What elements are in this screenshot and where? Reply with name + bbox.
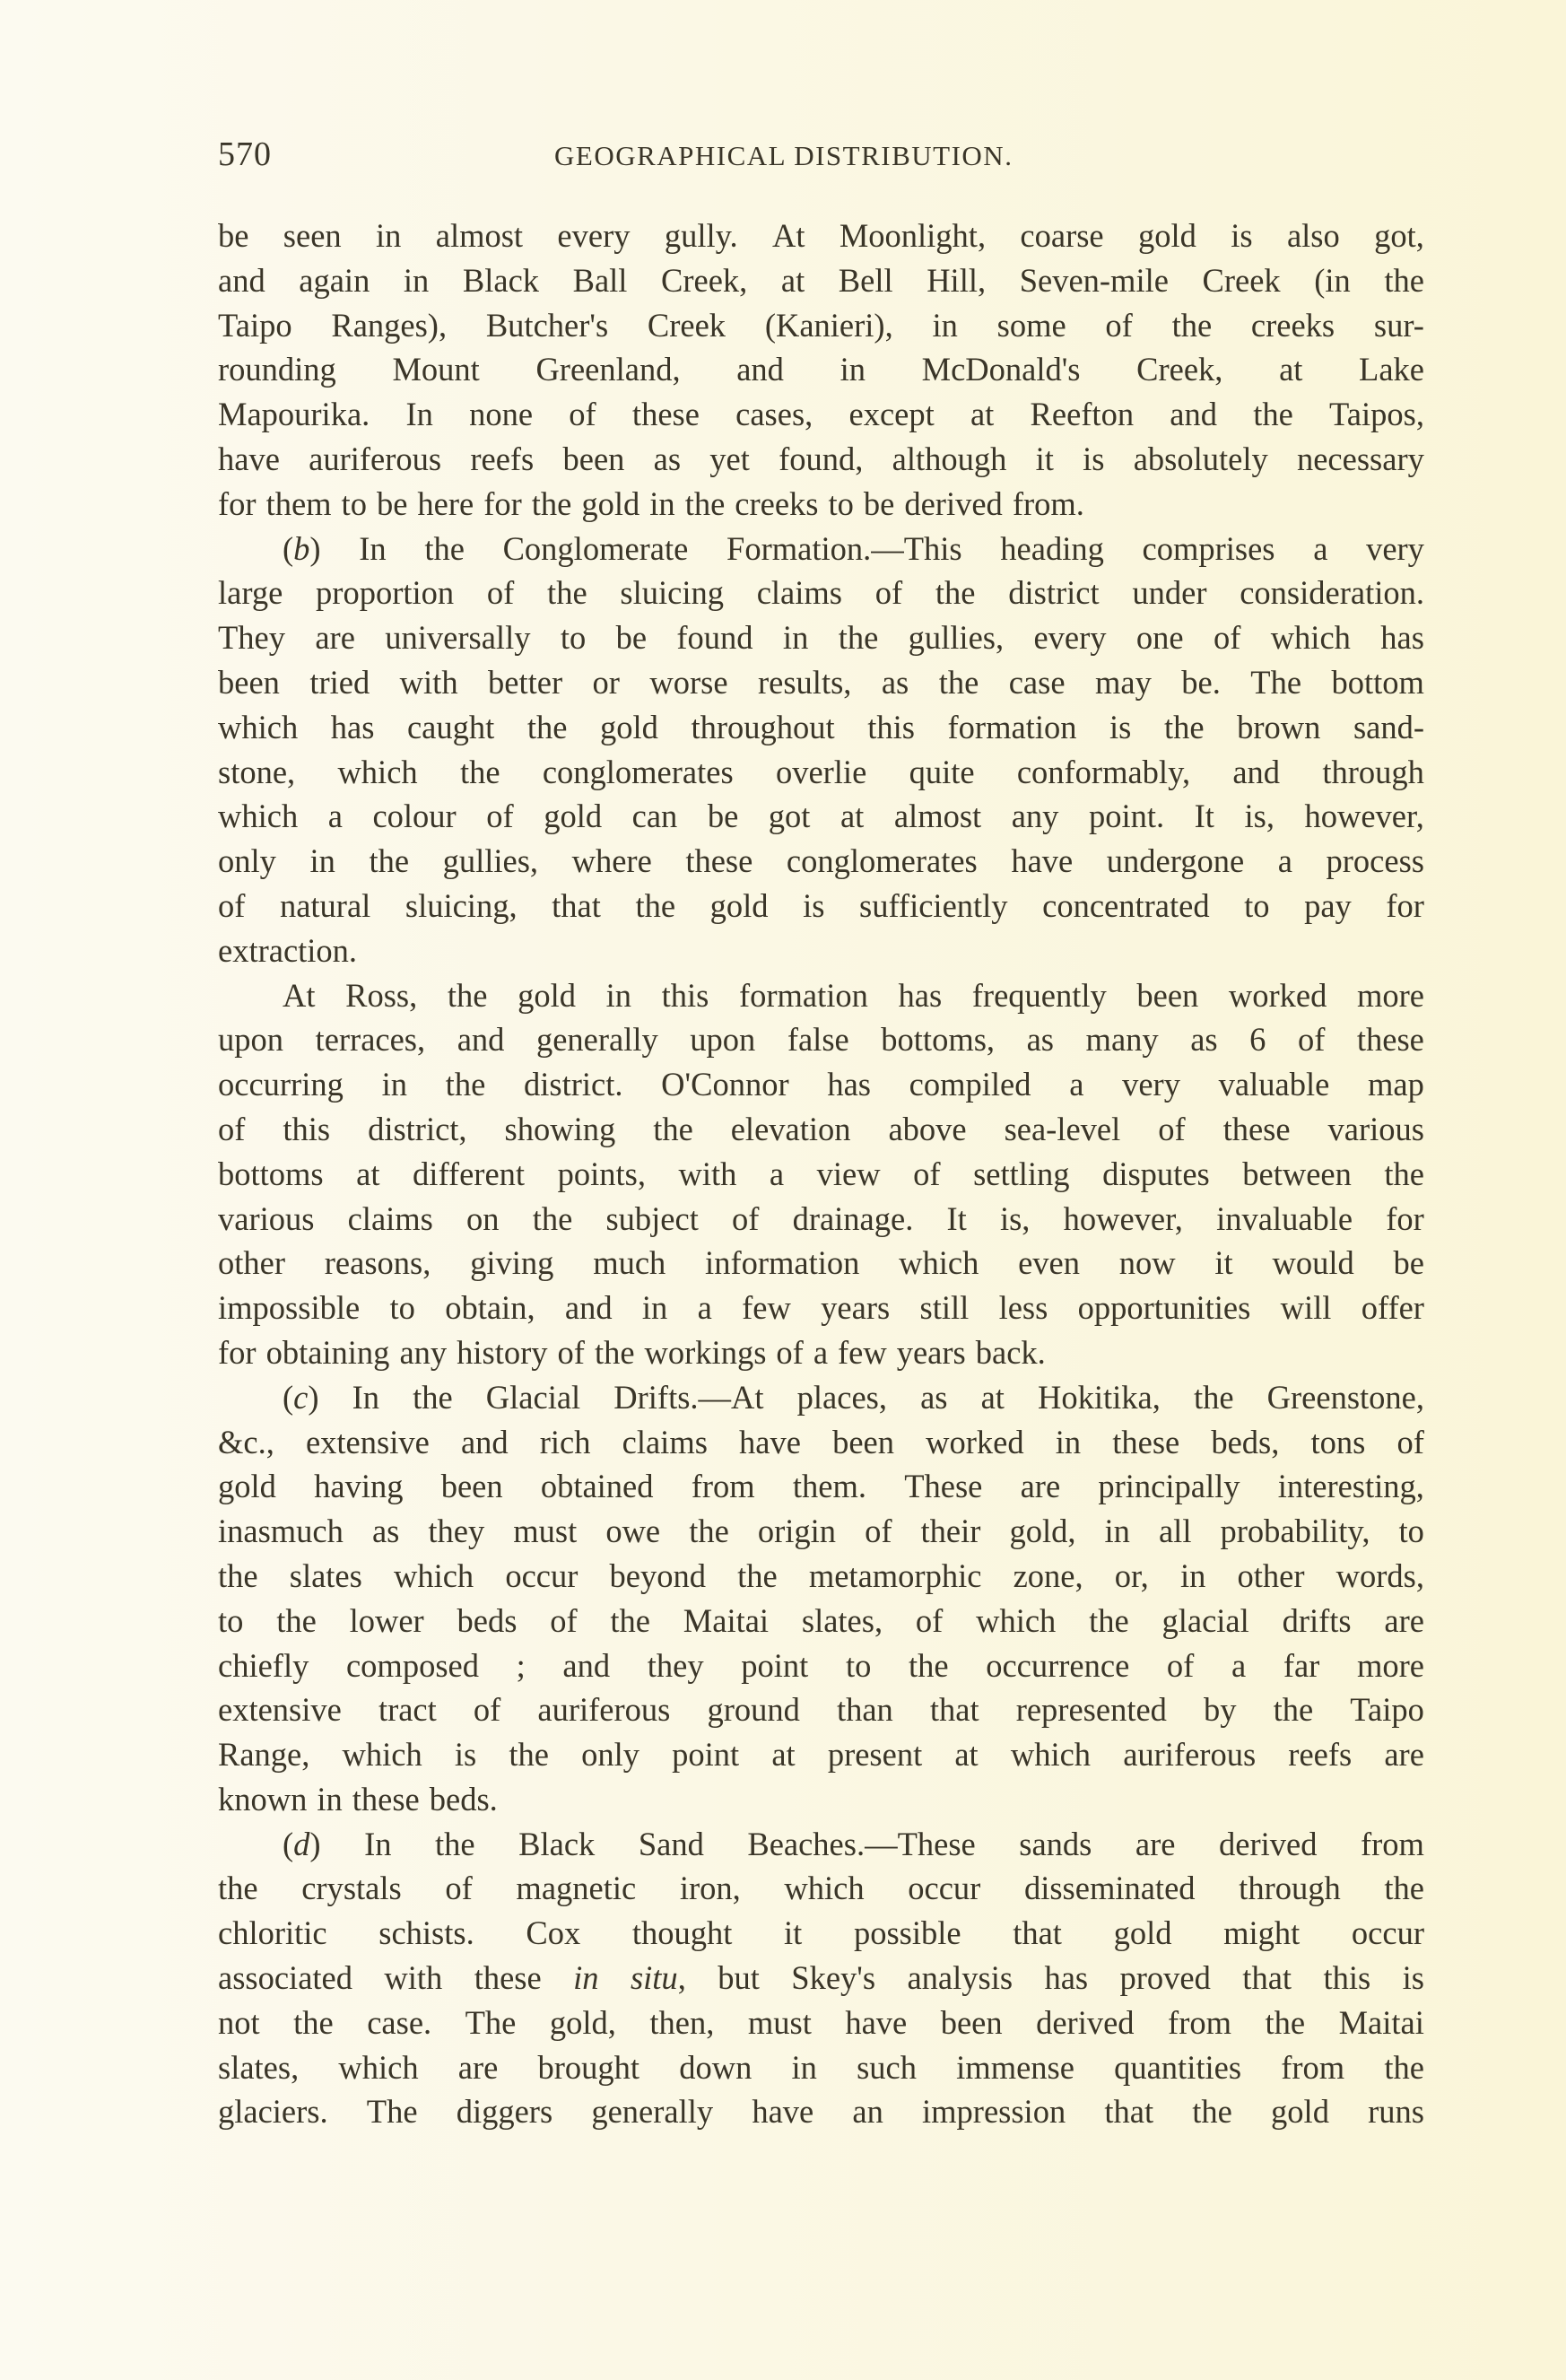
text-line: for them to be here for the gold in the creeks to be derived from. [218, 484, 1084, 522]
text-line: slates, which are brought down in such immense quantities from the [218, 2048, 1424, 2086]
text-line: stone, which the conglomerates overlie quite conformably, and through [218, 753, 1424, 790]
page-number: 570 [218, 135, 272, 173]
text-line: which a colour of gold can be got at almost any point. It is, however, [218, 798, 1424, 835]
text-line: been tried with better or worse results, as the case may be. The bottom [218, 663, 1424, 701]
paragraph [218, 527, 1424, 973]
text-line: known in these beds. [218, 1780, 498, 1818]
running-head [218, 135, 1424, 179]
text-line: large proportion of the sluicing claims of the district under consideration. [218, 574, 1424, 612]
text-line: impossible to obtain, and in a few years still less opportunities will offer [218, 1289, 1424, 1327]
text-line: to the lower beds of the Maitai slates, of which the glacial drifts are [218, 1601, 1424, 1639]
text-line: occurring in the district. O'Connor has compiled a very valuable map [218, 1066, 1424, 1103]
text-line: Range, which is the only point at present at which auriferous reefs are [218, 1736, 1424, 1774]
text-line: be seen in almost every gully. At Moonlight, coarse gold is also got, [218, 217, 1424, 254]
text-line: only in the gullies, where these conglomerates have undergone a process [218, 842, 1424, 880]
text-line: of natural sluicing, that the gold is sufficiently concentrated to pay for [218, 886, 1424, 924]
running-head-title: GEOGRAPHICAL DISTRIBUTION. [554, 140, 1014, 171]
text-line: chloritic schists. Cox thought it possible that gold might occur [218, 1914, 1424, 1952]
text-line: various claims on the subject of drainage. It is, however, invaluable for [218, 1199, 1424, 1237]
paragraph [218, 1822, 1424, 2135]
text-line: and again in Black Ball Creek, at Bell Hill, Seven-mile Creek (in the [218, 261, 1424, 299]
text-line: of this district, showing the elevation above sea-level of these various [218, 1110, 1424, 1147]
body-text [218, 214, 1424, 2134]
text-line: rounding Mount Greenland, and in McDonald's Creek, at Lake [218, 351, 1424, 388]
text-line: Mapourika. In none of these cases, except at Reefton and the Taipos, [218, 396, 1424, 433]
text-line: extraction. [218, 931, 358, 969]
text-line: extensive tract of auriferous ground than that represented by the Taipo [218, 1691, 1424, 1729]
text-line: associated with these in situ, but Skey's analysis has proved that this is [218, 1959, 1424, 1997]
text-line: At Ross, the gold in this formation has frequently been worked more [283, 976, 1424, 1014]
text-line: (b) In the Conglomerate Formation.—This heading comprises a very [283, 529, 1424, 567]
text-line: Taipo Ranges), Butcher's Creek (Kanieri), in some of the creeks sur- [218, 306, 1424, 344]
text-line: other reasons, giving much information which even now it would be [218, 1244, 1424, 1282]
paragraph [218, 973, 1424, 1375]
text-line: the crystals of magnetic iron, which occur disseminated through the [218, 1870, 1424, 1907]
text-line: gold having been obtained from them. These are principally interesting, [218, 1468, 1424, 1505]
text-line: not the case. The gold, then, must have been derived from the Maitai [218, 2003, 1424, 2041]
text-line: upon terraces, and generally upon false bottoms, as many as 6 of these [218, 1021, 1424, 1059]
text-line: chiefly composed ; and they point to the occurrence of a far more [218, 1646, 1424, 1684]
text-line: (c) In the Glacial Drifts.—At places, as at Hokitika, the Greenstone, [283, 1378, 1424, 1416]
text-line: (d) In the Black Sand Beaches.—These sands are derived from [283, 1825, 1424, 1862]
paragraph [218, 1375, 1424, 1822]
text-line: bottoms at different points, with a view of settling disputes between the [218, 1155, 1424, 1192]
text-line: for obtaining any history of the workings of a few years back. [218, 1333, 1046, 1371]
text-line: inasmuch as they must owe the origin of their gold, in all probability, to [218, 1513, 1424, 1550]
text-line: &c., extensive and rich claims have been worked in these beds, tons of [218, 1423, 1424, 1460]
text-line: have auriferous reefs been as yet found, although it is absolutely necessary [218, 440, 1424, 477]
text-line: which has caught the gold throughout this formation is the brown sand- [218, 708, 1424, 745]
text-line: glaciers. The diggers generally have an impression that the gold runs [218, 2093, 1424, 2131]
paragraph [218, 214, 1424, 527]
text-line: They are universally to be found in the gullies, every one of which has [218, 619, 1424, 657]
text-line: the slates which occur beyond the metamorphic zone, or, in other words, [218, 1556, 1424, 1594]
